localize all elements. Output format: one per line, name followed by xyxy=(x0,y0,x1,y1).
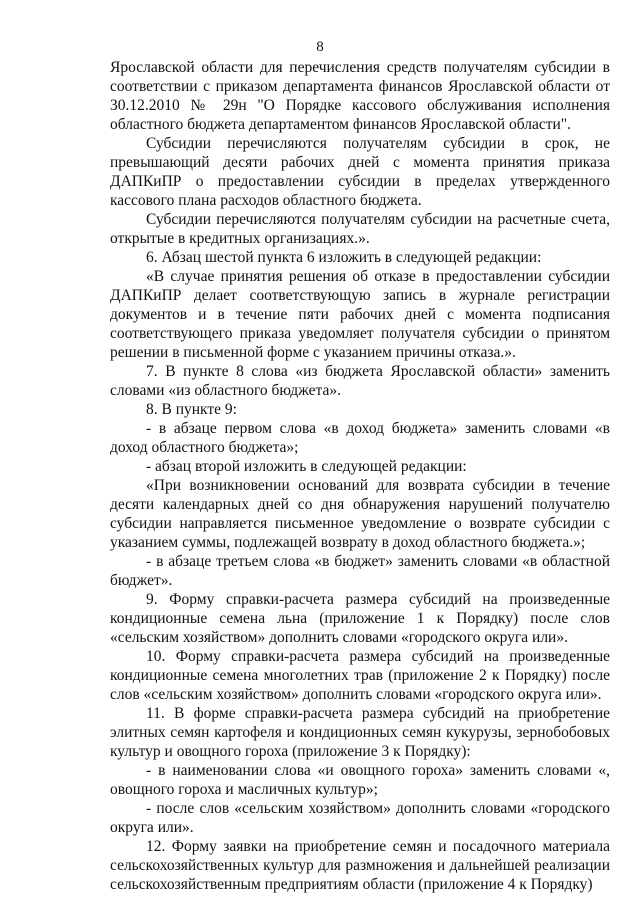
paragraph: Субсидии перечисляются получателям субсидии в срок, не превышающий десяти рабочих дней с момента принятия приказа ДАПКиПР о предоставлении субсидии в пределах утвержденного кассового плана расходов областного бюджета. xyxy=(110,135,610,209)
document-body xyxy=(110,58,610,894)
page-number: 8 xyxy=(316,39,324,55)
paragraph: Субсидии перечисляются получателям субсидии на расчетные счета, открытые в кредитных организациях.». xyxy=(110,211,610,247)
paragraph: 8. В пункте 9: xyxy=(146,401,237,418)
paragraph: 9. Форму справки-расчета размера субсидий на произведенные кондиционные семена льна (приложение 1 к Порядку) после слов «сельским хозяйством» дополнить словами «городского округа или». xyxy=(110,591,610,646)
paragraph: «В случае принятия решения об отказе в предоставлении субсидии ДАПКиПР делает соответствующую запись в журнале регистрации документов и в течение пяти рабочих дней с момента подписания соответствующего приказа уведомляет получателя субсидии о принятом решении в письменной форме с указанием причины отказа.». xyxy=(110,268,610,361)
paragraph: - абзац второй изложить в следующей редакции: xyxy=(146,458,467,475)
paragraph: 11. В форме справки-расчета размера субсидий на приобретение элитных семян картофеля и кондиционных семян кукурузы, зернобобовых культур и овощного гороха (приложение 3 к Порядку): xyxy=(110,705,610,760)
paragraph: - после слов «сельским хозяйством» дополнить словами «городского округа или». xyxy=(110,800,610,836)
paragraph: - в абзаце первом слова «в доход бюджета» заменить словами «в доход областного бюджета»; xyxy=(110,420,610,456)
paragraph: 6. Абзац шестой пункта 6 изложить в следующей редакции: xyxy=(146,249,542,266)
paragraph: Ярославской области для перечисления средств получателям субсидии в соответствии с приказом департамента финансов Ярославской области от 30.12.2010 № 29н "О Порядке кассового обслуживания исполнения областного бюджета департаментом финансов Ярославской области". xyxy=(110,59,610,133)
paragraph: 7. В пункте 8 слова «из бюджета Ярославской области» заменить словами «из областного бюджета». xyxy=(110,363,610,399)
paragraph: «При возникновении оснований для возврата субсидии в течение десяти календарных дней со дня обнаружения нарушений получателю субсидии направляется письменное уведомление о возврате субсидии с указанием суммы, подлежащей возврату в доход областного бюджета.»; xyxy=(110,477,610,551)
paragraph: - в наименовании слова «и овощного гороха» заменить словами «, овощного гороха и масличных культур»; xyxy=(110,762,610,798)
paragraph: 10. Форму справки-расчета размера субсидий на произведенные кондиционные семена многолетних трав (приложение 2 к Порядку) после слов «сельским хозяйством» дополнить словами «городского округа или». xyxy=(110,648,610,703)
paragraph: 12. Форму заявки на приобретение семян и посадочного материала сельскохозяйственных культур для размножения и дальнейшей реализации сельскохозяйственным предприятиям области (приложение 4 к Порядку) xyxy=(110,838,610,893)
paragraph: - в абзаце третьем слова «в бюджет» заменить словами «в областной бюджет». xyxy=(110,553,610,589)
